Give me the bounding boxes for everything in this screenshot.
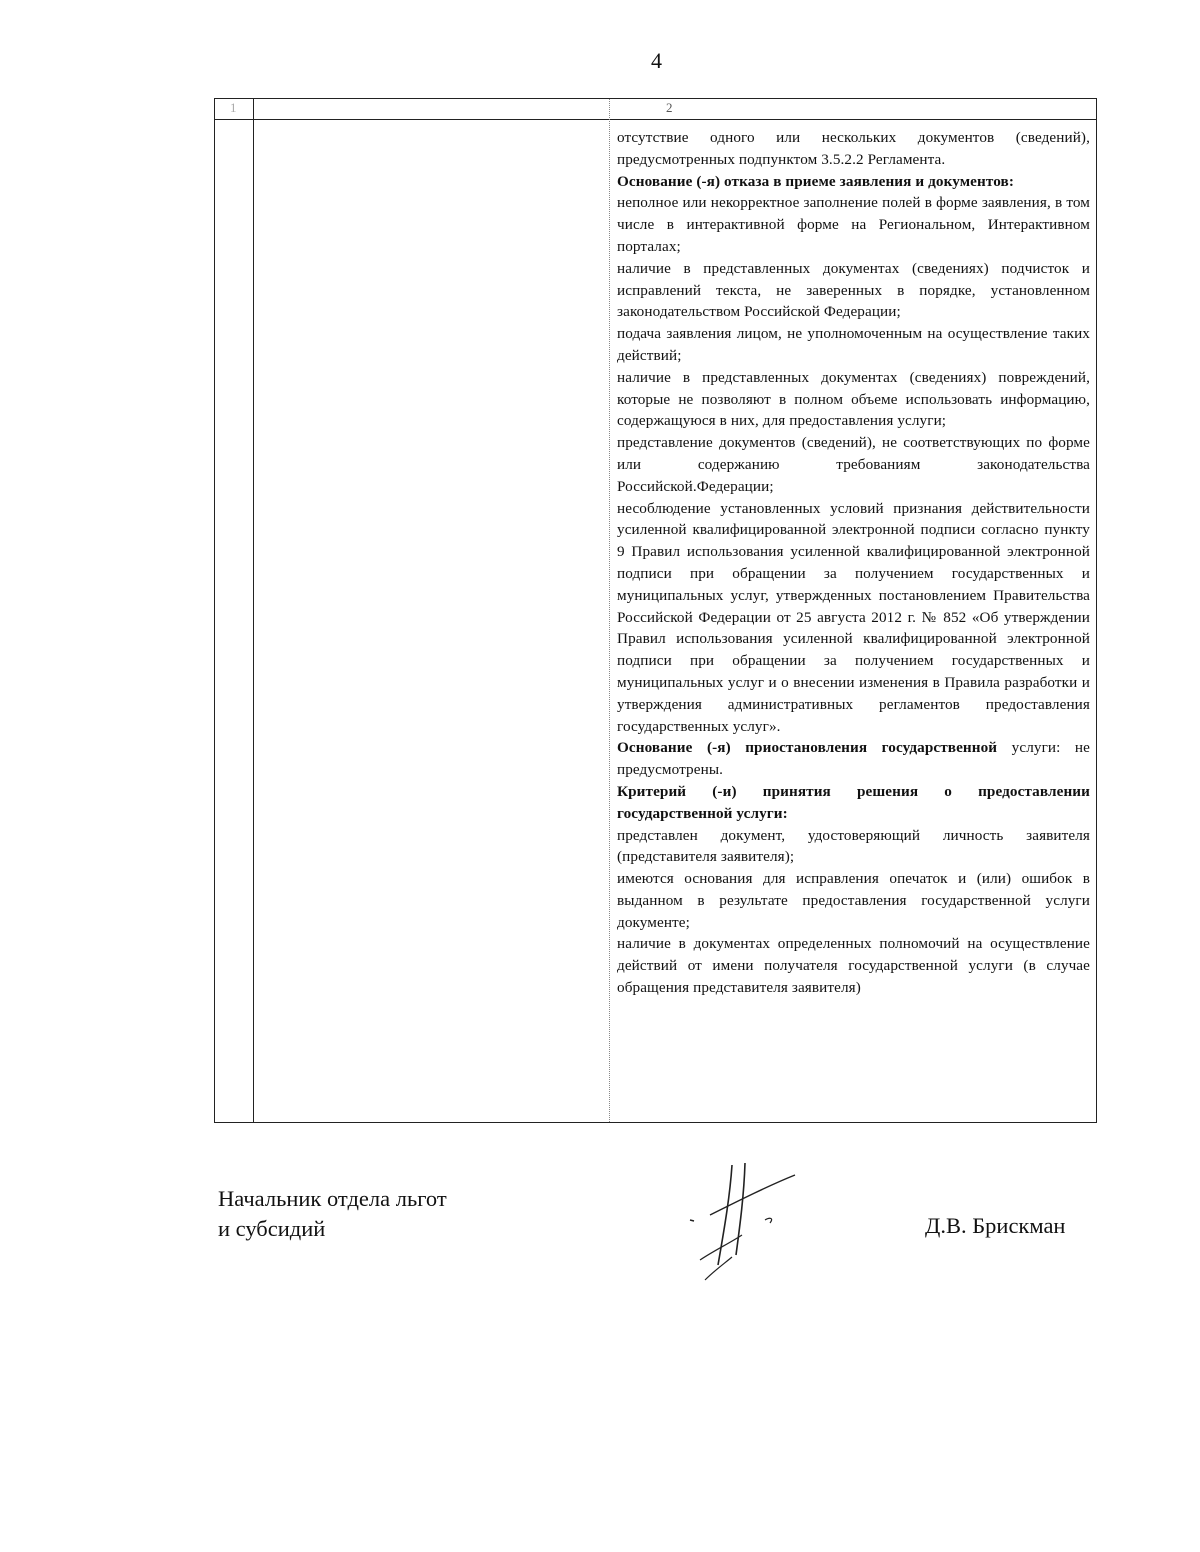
paragraph-damaged-docs: наличие в представленных документах (сведениях) повреждений, которые не позволяют в полном объеме использовать информацию, содержащуюся в них, для предоставления услуги; [617,368,1090,430]
paragraph-unauthorized: подача заявления лицом, не уполномоченным на осуществление таких действий; [617,325,1090,364]
signatory-position [218,1184,447,1244]
column-divider-2 [609,99,610,1122]
suspension-heading: Основание (-я) приостановления государственной [617,739,998,757]
paragraph-non-compliant: представление документов (сведений), не соответствующих по форме или содержанию требованиям законодательства Российской.Федерации; [617,434,1090,495]
header-divider [215,119,1096,120]
column-header-2: 2 [666,100,673,115]
page-number: 4 [651,48,662,73]
paragraph-incorrect-fields: неполное или некорректное заполнение полей в форме заявления, в том числе в интерактивной форме на Региональном, Интерактивном порталах; [617,194,1090,255]
handwritten-signature [670,1155,810,1285]
suspension-rest: услуги: не предусмотрены. [617,739,1090,779]
position-line-2: и субсидий [218,1216,326,1241]
table-cell-content [617,127,1090,999]
requirements-table [214,98,1097,1123]
paragraph-refusal-heading: Основание (-я) отказа в приеме заявления и документов: [617,172,1014,190]
paragraph-identity-doc: представлен документ, удостоверяющий личность заявителя (представителя заявителя); [617,826,1090,866]
paragraph-criteria-heading: Критерий (-и) принятия решения о предоставлении государственной услуги: [617,782,1090,822]
column-divider-1 [253,99,254,1122]
paragraph-typo-grounds: имеются основания для исправления опечаток и (или) ошибок в выданном в результате предоставления государственной услуги документе; [617,870,1090,931]
column-header-1: 1 [230,100,237,115]
position-line-1: Начальник отдела льгот [218,1186,447,1211]
paragraph-signature-rules: несоблюдение установленных условий признания действительности усиленной квалифицированной электронной подписи согласно пункту 9 Правил использования усиленной квалифицированной электронной подписи при обращении за получением государственных и муниципальных услуг, утвержденных постановлением Правительства Российской Федерации от 25 августа 2012 г. № 852 «Об утверждении Правил использования усиленной квалифицированной электронной подписи при обращении за получением государственных и муниципальных услуг и о внесении изменения в Правила разработки и утверждения административных регламентов предоставления государственных услуг». [617,499,1090,735]
signatory-name: Д.В. Брискман [925,1213,1066,1238]
paragraph-authority: наличие в документах определенных полномочий на осуществление действий от имени получателя государственной услуги (в случае обращения представителя заявителя) [617,935,1090,997]
paragraph-corrections: наличие в представленных документах (сведениях) подчисток и исправлений текста, не заверенных в порядке, установленном законодательством Российской Федерации; [617,259,1090,321]
paragraph-suspension [617,737,1090,781]
paragraph-missing-docs: отсутствие одного или нескольких документов (сведений), предусмотренных подпунктом 3.5.2.2 Регламента. [617,129,1090,168]
